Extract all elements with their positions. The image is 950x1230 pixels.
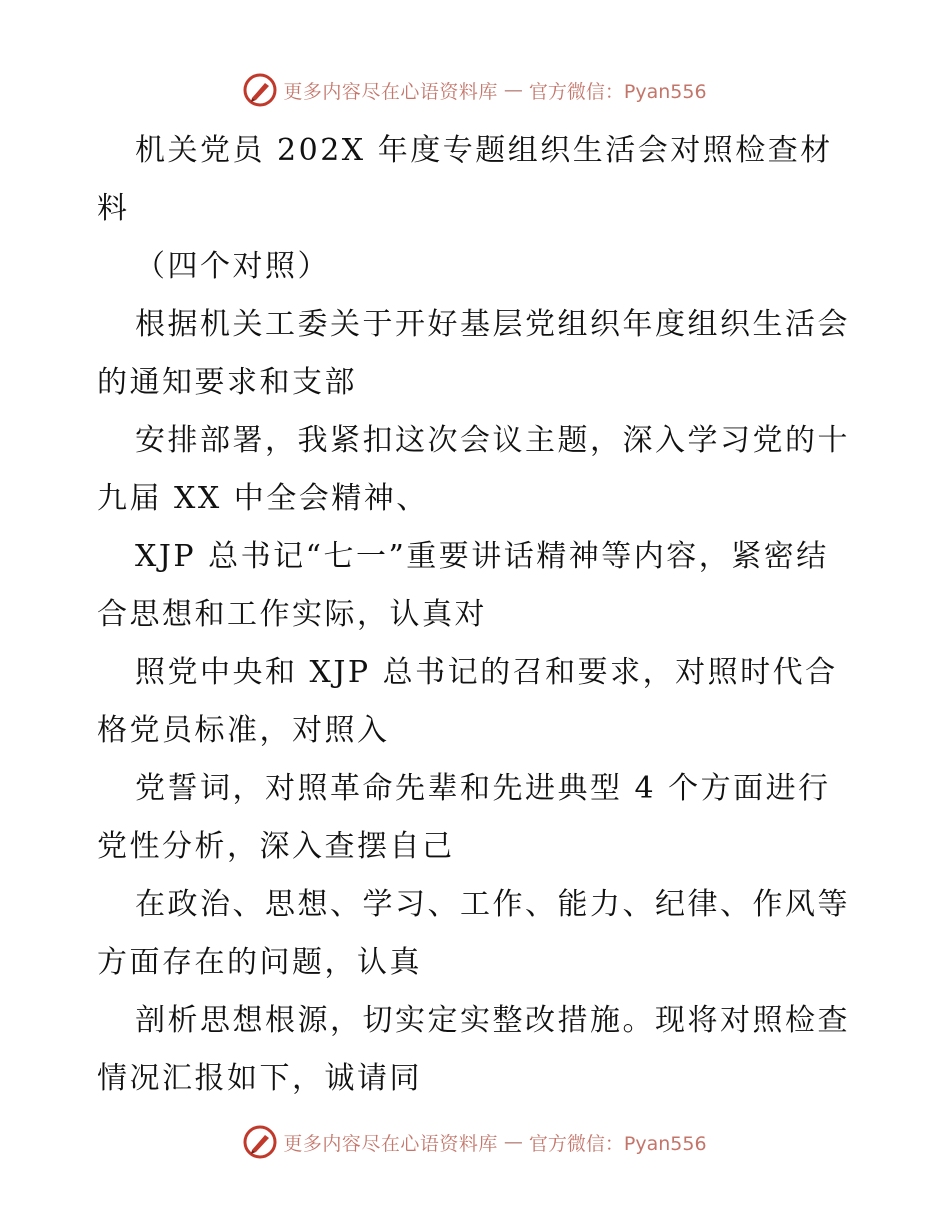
paragraph (97, 760, 857, 876)
paragraph (97, 296, 857, 412)
paragraph-line: 在政治、思想、学习、工作、能力、纪律、作风 (135, 887, 818, 922)
watermark-account: 官方微信：Pyan556 (528, 80, 707, 103)
paragraph-line: 查情况汇报如下，诚请同 (97, 1003, 850, 1096)
paragraph-line: 等方面存在的问题，认真 (97, 887, 850, 980)
pen-logo-icon (243, 1125, 277, 1159)
paragraph (97, 412, 857, 528)
paragraph-line: 结合思想和工作实际，认真对 (97, 539, 829, 632)
paragraph-line: XJP 总书记“七一”重要讲话精神等内容，紧密 (135, 539, 797, 574)
watermark-text: 更多内容尽在心语资料库 (283, 80, 498, 103)
paragraph (97, 876, 857, 992)
paragraph-line: 十九届 XX 中全会精神、 (97, 423, 850, 516)
document-body (97, 122, 857, 1108)
paragraph-line: 会的通知要求和支部 (97, 307, 850, 400)
paragraph-line: 安排部署，我紧扣这次会议主题，深入学习党的 (135, 423, 818, 458)
watermark-account: 官方微信：Pyan556 (528, 1132, 707, 1155)
paragraph-line: 根据机关工委关于开好基层党组织年度组织生活 (135, 307, 818, 342)
title-line: 机关党员 202X 年度专题组织生活会对照检查材 (135, 133, 833, 168)
paragraph (97, 528, 857, 644)
footer-watermark (0, 1122, 950, 1162)
paragraph-line: 行党性分析，深入查摆自己 (97, 771, 831, 864)
header-watermark (0, 70, 950, 110)
paragraph (97, 992, 857, 1108)
watermark-text: 更多内容尽在心语资料库 (283, 1132, 498, 1155)
paragraph (97, 644, 857, 760)
document-subtitle: （四个对照） (135, 249, 330, 284)
paragraph-line: 剖析思想根源，切实定实整改措施。现将对照检 (135, 1003, 818, 1038)
paragraph-line: 党誓词，对照革命先辈和先进典型 4 个方面进 (135, 771, 799, 806)
watermark-dash: — (503, 79, 523, 101)
paragraph-line: 合格党员标准，对照入 (97, 655, 838, 748)
paragraph-line: 照党中央和 XJP 总书记的召和要求，对照时代 (135, 655, 806, 690)
title-line: 料 (97, 191, 130, 226)
pen-logo-icon (243, 73, 277, 107)
document-title (97, 122, 857, 238)
watermark-dash: — (503, 1131, 523, 1153)
